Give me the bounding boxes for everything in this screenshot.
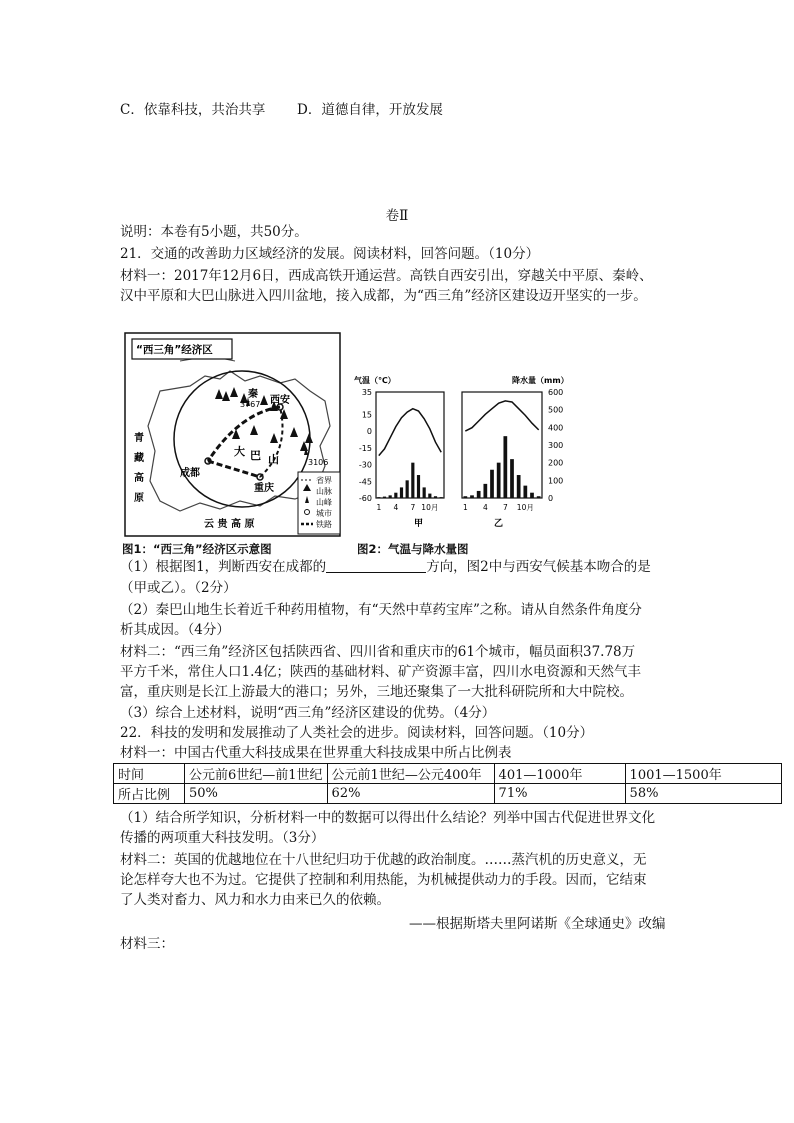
- map-chengdu: 成都: [180, 468, 200, 479]
- panel-jia-label: 甲: [414, 519, 424, 529]
- q21-material2-line3: 富，重庆则是长江上游最大的港口；另外，三地还聚集了一大批科研院所和大中院校。: [120, 684, 633, 700]
- q21-sub2-line1: （2）秦巴山地生长着近千种药用植物，有“天然中草药宝库”之称。请从自然条件角度分: [120, 602, 642, 618]
- q21-material1-line2: 汉中平原和大巴山脉进入四川盆地，接入成都，为“西三角”经济区建设迈开坚实的一步。: [120, 288, 647, 304]
- precip-bar-yi-9: [517, 475, 521, 498]
- section-title: 卷Ⅱ: [385, 208, 409, 224]
- precip-bar-yi-12: [537, 496, 541, 498]
- precip-bar-yi-6: [497, 463, 501, 498]
- panel-yi-frame: [462, 392, 542, 498]
- precip-bar-jia-8: [417, 475, 420, 498]
- temp-tick-4: -30: [358, 460, 372, 470]
- table-header-3: 401—1000年: [494, 764, 625, 784]
- month-tick-yi-1: 4: [482, 503, 488, 512]
- month-tick-yi-0: 1: [462, 503, 468, 512]
- figure2-caption: 图2：气温与降水量图: [357, 542, 469, 556]
- q22-source: ——根据斯塔夫里阿诺斯《全球通史》改编: [409, 916, 666, 932]
- precip-axis-label: 降水量（mm）: [512, 376, 569, 385]
- q21-stem: 21．交通的改善助力区域经济的发展。阅读材料，回答问题。（10分）: [120, 246, 540, 262]
- q21-sub2-line2: 析其成因。（4分）: [120, 622, 230, 638]
- map-gao: 高: [134, 473, 144, 484]
- table-header-row: [114, 764, 782, 784]
- legend-4: 铁路: [316, 520, 332, 529]
- precip-tick-2: 400: [548, 423, 564, 433]
- q22-material1-title: 材料一：中国古代重大科技成果在世界重大科技成果中所占比例表: [120, 745, 512, 761]
- precip-bar-yi-10: [523, 486, 527, 498]
- figure1-caption: 图1：“西三角”经济区示意图: [122, 542, 272, 556]
- temp-tick-0: 35: [361, 388, 372, 397]
- temp-tick-3: -15: [358, 443, 372, 453]
- table-cell-4: 58%: [625, 784, 781, 804]
- map-yungui: 云 贵 高 原: [204, 519, 255, 530]
- precip-tick-5: 100: [548, 476, 564, 486]
- q22-material3: 材料三：: [120, 936, 174, 952]
- precip-bar-jia-2: [383, 497, 386, 498]
- precip-tick-1: 500: [548, 405, 564, 415]
- q21-sub1-a: （1）根据图1，判断西安在成都的: [120, 559, 327, 575]
- legend-1: 山脉: [316, 487, 332, 496]
- q21-sub3: （3）综合上述材料，说明“西三角”经济区建设的优势。（4分）: [120, 705, 496, 721]
- table-header-2: 公元前1世纪—公元400年: [327, 764, 494, 784]
- legend-0: 省界: [316, 476, 332, 485]
- precip-bar-jia-9: [423, 487, 426, 498]
- q21-sub1-b: 方向，图2中与西安气候基本吻合的是: [426, 559, 651, 575]
- precip-bar-jia-3: [389, 495, 392, 498]
- temp-axis-label: 气温（℃）: [354, 376, 396, 385]
- table-cell-3: 71%: [494, 784, 625, 804]
- q21-material2-line2: 平方千米，常住人口1.4亿；陕西的基础材料、矿产资源丰富，四川水电资源和天然气丰: [120, 664, 641, 680]
- precip-bar-yi-2: [470, 495, 474, 498]
- map-qing: 青: [134, 433, 144, 444]
- precip-bar-jia-1: [377, 497, 380, 498]
- map-yuan: 原: [134, 493, 144, 504]
- map-xian: 西安: [270, 395, 290, 406]
- answer-blank[interactable]: [326, 558, 426, 573]
- table-header-4: 1001—1500年: [625, 764, 781, 784]
- month-tick-jia-3: 10月: [421, 503, 439, 512]
- option-d: D．道德自律，开放发展: [297, 102, 443, 118]
- q21-material2-line1: 材料二：“西三角”经济区包括陕西省、四川省和重庆市的61个城市，幅员面积37.78万: [120, 644, 636, 660]
- q22-sub1-line2: 传播的两项重大科技发明。（3分）: [120, 830, 325, 846]
- q22-table: [113, 763, 782, 804]
- table-cell-0: 所占比例: [114, 784, 185, 804]
- precip-bar-yi-8: [510, 459, 514, 498]
- table-cell-1: 50%: [185, 784, 328, 804]
- section-note: 说明：本卷有5小题，共50分。: [120, 224, 308, 240]
- legend-3: 城市: [316, 509, 332, 518]
- month-tick-jia-0: 1: [376, 503, 382, 512]
- table-cell-2: 62%: [327, 784, 494, 804]
- map-zang: 藏: [134, 453, 144, 464]
- map-ba: 巴: [250, 449, 261, 462]
- precip-bar-jia-10: [428, 494, 431, 498]
- q21-material1-line1: 材料一：2017年12月6日，西成高铁开通运营。高铁自西安引出，穿越关中平原、秦岭、: [120, 268, 653, 284]
- q22-material2-line3: 了人类对畜力、风力和水力由来已久的依赖。: [120, 892, 390, 908]
- precip-bar-jia-7: [411, 463, 414, 498]
- precip-bar-jia-11: [434, 496, 437, 498]
- month-tick-yi-2: 7: [502, 503, 508, 512]
- table-header-0: 时间: [114, 764, 185, 784]
- map-da: 大: [234, 445, 245, 458]
- map-qin: 秦: [248, 389, 258, 400]
- month-tick-jia-2: 7: [410, 503, 416, 512]
- precip-bar-yi-11: [530, 493, 534, 498]
- month-tick-jia-1: 4: [393, 503, 399, 512]
- month-tick-yi-3: 10月: [516, 503, 534, 512]
- map-shan: 山: [268, 453, 279, 466]
- figure1-map: [120, 331, 345, 541]
- table-row: [114, 784, 782, 804]
- temp-tick-6: -60: [358, 494, 372, 503]
- precip-tick-4: 200: [548, 458, 564, 468]
- precip-tick-3: 300: [548, 441, 564, 450]
- q22-material2-line1: 材料二：英国的优越地位在十八世纪归功于优越的政治制度。……蒸汽机的历史意义，无: [120, 852, 647, 868]
- q21-sub1-c: （甲或乙）。（2分）: [120, 580, 237, 596]
- precip-bar-yi-5: [490, 470, 494, 498]
- legend-2: 山峰: [316, 498, 332, 507]
- precip-tick-6: 0: [548, 494, 554, 503]
- panel-yi-label: 乙: [494, 519, 504, 529]
- map-peak1: 3767: [240, 400, 261, 409]
- precip-tick-0: 600: [548, 388, 564, 397]
- q21-sub1: [120, 557, 651, 577]
- precip-bar-yi-3: [477, 491, 481, 498]
- option-c: C．依靠科技，共治共享: [120, 102, 266, 118]
- temp-tick-5: -45: [358, 477, 372, 487]
- figure2-climate: [352, 374, 577, 529]
- map-title: “西三角”经济区: [136, 344, 213, 356]
- map-peak2: 3106: [308, 458, 329, 467]
- precip-bar-jia-6: [406, 480, 409, 498]
- map-chongqing: 重庆: [254, 483, 274, 494]
- temp-tick-1: 15: [361, 410, 372, 420]
- precip-bar-yi-4: [483, 484, 487, 498]
- precip-bar-jia-5: [400, 487, 403, 498]
- precip-bar-yi-1: [463, 496, 467, 498]
- precip-bar-jia-4: [394, 493, 397, 498]
- precip-bar-jia-12: [440, 497, 443, 498]
- precip-bar-yi-7: [503, 436, 507, 498]
- table-header-1: 公元前6世纪—前1世纪: [185, 764, 328, 784]
- q22-stem: 22．科技的发明和发展推动了人类社会的进步。阅读材料，回答问题。（10分）: [120, 725, 594, 741]
- q22-sub1-line1: （1）结合所学知识，分析材料一中的数据可以得出什么结论？列举中国古代促进世界文化: [120, 810, 656, 826]
- q22-material2-line2: 论怎样夸大也不为过。它提供了控制和利用热能，为机械提供动力的手段。因而，它结束: [120, 872, 647, 888]
- temp-tick-2: 0: [366, 427, 372, 437]
